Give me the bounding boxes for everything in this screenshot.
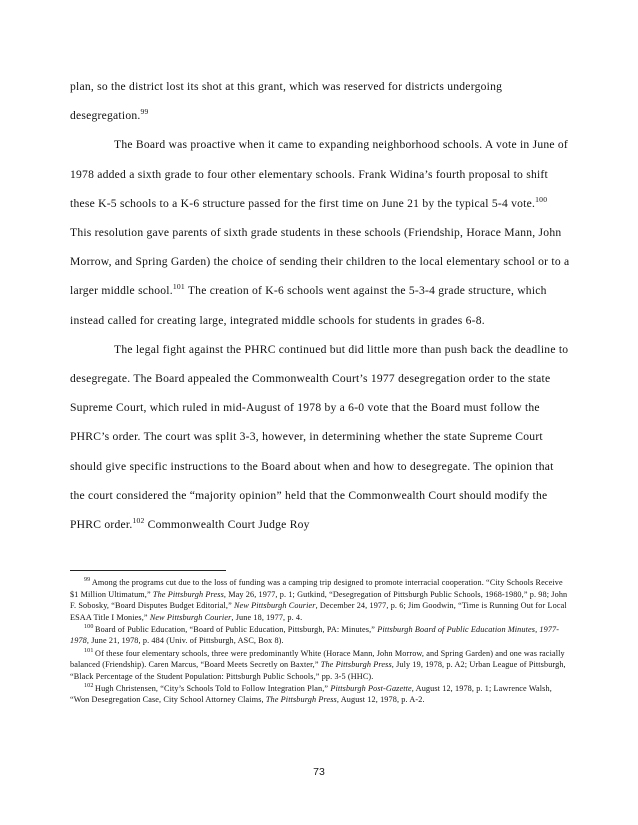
text-run: Among the programs cut due to the loss of funding was a camping trip designed to promote interracial cooperation. “City Schools Receive $1 Million Ultimatum,” — [70, 578, 563, 599]
footnote-area — [70, 570, 570, 707]
footnote-reference-marker: 101 — [172, 282, 185, 292]
footnote-entry — [70, 624, 570, 647]
page-number: 73 — [313, 766, 325, 778]
footnote-separator-rule — [70, 570, 226, 571]
citation-title: The Pittsburgh Press — [265, 695, 337, 705]
footnote-number: 100 — [84, 624, 94, 631]
footnote-entry — [70, 683, 570, 706]
footnote-reference-marker: 100 — [535, 194, 548, 204]
text-run: The Board was proactive when it came to expanding neighborhood schools. A vote in June of 1978 added a sixth grade to four other elementary schools. Frank Widina’s fourth proposal to shift these K-5 schools to a K-6 structure passed for the first time on June 21 by the typical 5-4 vote. — [70, 138, 569, 210]
text-run: Commonwealth Court Judge Roy — [144, 518, 310, 532]
footnote-reference-marker: 102 — [132, 516, 145, 526]
footnote-number: 99 — [84, 577, 91, 584]
citation-title: Pittsburgh Post-Gazette — [330, 683, 412, 693]
footnote-list — [70, 577, 570, 706]
text-run: plan, so the district lost its shot at this grant, which was reserved for districts undergoing desegregation. — [70, 80, 503, 123]
citation-title: The Pittsburgh Press — [320, 660, 392, 670]
text-run: , August 12, 1978, p. A-2. — [336, 695, 425, 705]
body-paragraph — [70, 335, 570, 539]
text-run: This resolution gave parents of sixth grade students in these schools (Friendship, Horace Mann, John Morrow, and Spring Garden) the choice of sending their children to the local elementary school or to a larger middle school. — [70, 226, 570, 298]
citation-title: New Pittsburgh Courier — [149, 612, 232, 622]
citation-title: The Pittsburgh Press — [152, 589, 224, 599]
text-run: , December 24, 1977, p. 6; Jim Goodwin, “Time is Running Out for Local ESAA Title I Monies,” — [70, 601, 567, 622]
text-run: , May 26, 1977, p. 1; Gutkind, “Desegregation of Pittsburgh Public Schools, 1968-1980,” p. 98; John F. Sobosky, “Board Disputes Budget Editorial,” — [70, 589, 568, 611]
body-text-block — [70, 72, 570, 539]
page-body-content — [70, 72, 570, 539]
footnote-number: 101 — [84, 647, 94, 654]
footnote-entry — [70, 577, 570, 623]
citation-title: New Pittsburgh Courier — [234, 601, 316, 611]
citation-title: Pittsburgh Board of Public Education Minutes, 1977-1978 — [70, 624, 560, 646]
text-run: The creation of K-6 schools went against the 5-3-4 grade structure, which instead called for creating large, integrated middle schools for students in grades 6-8. — [70, 284, 547, 327]
text-run: , July 19, 1978, p. A2; Urban League of Pittsburgh, “Black Percentage of the Student Population: Pittsburgh Public Schools,” pp. 3-5 (HHC). — [70, 660, 566, 681]
text-run: Hugh Christensen, “City’s Schools Told to Follow Integration Plan,” — [95, 683, 331, 693]
footnote-number: 102 — [84, 683, 94, 690]
body-paragraph — [70, 72, 570, 130]
text-run: Board of Public Education, “Board of Public Education, Pittsburgh, PA: Minutes,” — [95, 624, 378, 634]
text-run: , June 21, 1978, p. 484 (Univ. of Pittsburgh, ASC, Box 8). — [86, 636, 284, 646]
text-run: Of these four elementary schools, three were predominantly White (Horace Mann, John Morrow, and Spring Garden) and one was racially balanced (Friendship). Caren Marcus, “Board Meets Secretly on Baxter,” — [70, 648, 565, 670]
text-run: , August 12, 1978, p. 1; Lawrence Walsh, “Won Desegregation Case, City School Attorney Claims, — [70, 683, 552, 705]
text-run: The legal fight against the PHRC continued but did little more than push back the deadline to desegregate. The Board appealed the Commonwealth Court’s 1977 desegregation order to the state Supreme Court, which ruled in mid-August of 1978 by a 6-0 vote that the Board must follow the PHRC’s order. The court was split 3-3, however, in determining whether the state Supreme Court should give specific instructions to the Board about when and how to desegregate. The opinion that the court considered the “majority opinion” held that the Commonwealth Court should modify the PHRC order. — [70, 342, 569, 532]
footnote-entry — [70, 648, 570, 683]
text-run: , June 18, 1977, p. 4. — [231, 612, 303, 622]
body-paragraph — [70, 130, 570, 334]
footnote-reference-marker: 99 — [140, 107, 149, 117]
